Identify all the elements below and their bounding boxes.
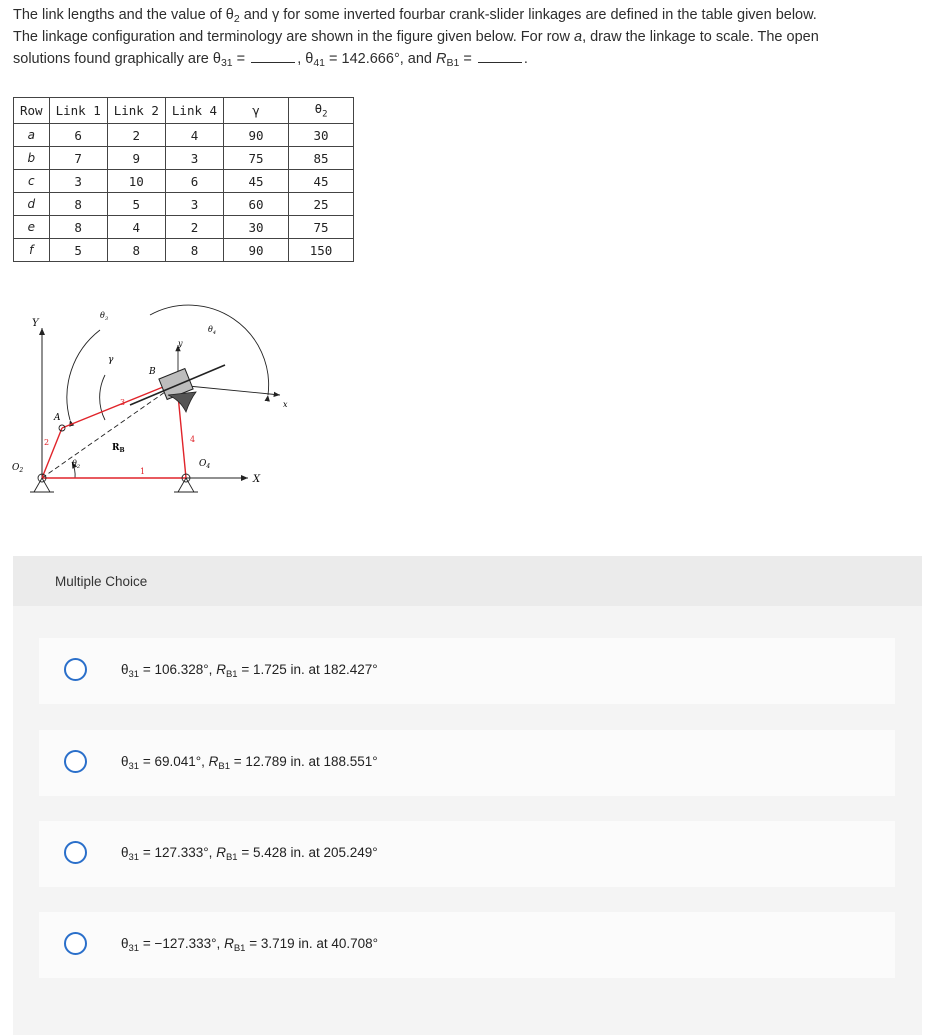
y-axis-label: Y bbox=[32, 318, 39, 329]
answer-blank-theta31 bbox=[251, 52, 295, 63]
table-cell: 85 bbox=[289, 147, 354, 170]
choice-label: $\theta_{31} = 127.333^\circ$, $R_{B1} = 5.428$ in. at 205.249° bbox=[121, 845, 378, 863]
table-cell: 3 bbox=[165, 193, 223, 216]
table-cell: 75 bbox=[289, 216, 354, 239]
multiple-choice-panel bbox=[13, 556, 922, 1035]
table-cell: 8 bbox=[49, 216, 107, 239]
link-3 bbox=[62, 385, 168, 428]
label-gamma: γ bbox=[108, 355, 114, 365]
label-rb: $R_B$ bbox=[112, 443, 125, 454]
table-row bbox=[14, 124, 354, 147]
table-cell: 90 bbox=[224, 124, 289, 147]
table-cell: 5 bbox=[107, 193, 165, 216]
label-theta3: $\theta_3$ bbox=[100, 311, 109, 322]
choice-label: $\theta_{31} = -127.333^\circ$, $R_{B1} = 3.719$ in. at 40.708° bbox=[121, 936, 379, 954]
choice-label: $\theta_{31} = 69.041^\circ$, $R_{B1} = 12.789$ in. at 188.551° bbox=[121, 754, 378, 772]
table-cell: 2 bbox=[107, 124, 165, 147]
label-o4: $O_4$ bbox=[199, 459, 211, 470]
table-cell: 75 bbox=[224, 147, 289, 170]
choice-option-4[interactable] bbox=[39, 912, 895, 978]
col-header-link2: Link 2 bbox=[107, 98, 165, 124]
label-theta4: $\theta_4$ bbox=[208, 325, 217, 336]
table-cell: 2 bbox=[165, 216, 223, 239]
local-axes bbox=[178, 345, 280, 395]
table-cell: 8 bbox=[107, 239, 165, 262]
links bbox=[42, 385, 186, 478]
table-row bbox=[14, 170, 354, 193]
radio-button[interactable] bbox=[64, 658, 87, 681]
table-row bbox=[14, 147, 354, 170]
label-theta2: $\theta_2$ bbox=[72, 459, 81, 470]
table-cell: 45 bbox=[289, 170, 354, 193]
table-header-row bbox=[14, 98, 354, 124]
table-cell: 4 bbox=[107, 216, 165, 239]
x-axis-label: X bbox=[253, 474, 261, 485]
question-line-1: The link lengths and the value of $\theta_2$ and γ for some inverted fourbar crank-slider linkages are defined in the table given below. bbox=[13, 7, 817, 25]
table-cell: 45 bbox=[224, 170, 289, 193]
radio-button[interactable] bbox=[64, 750, 87, 773]
table-cell: 150 bbox=[289, 239, 354, 262]
table-cell: a bbox=[14, 124, 50, 147]
table-cell: 30 bbox=[224, 216, 289, 239]
table-row bbox=[14, 239, 354, 262]
col-header-link4: Link 4 bbox=[165, 98, 223, 124]
label-a: A bbox=[54, 413, 61, 423]
label-link-2: 2 bbox=[44, 438, 50, 447]
col-header-theta2: $\theta_2$ bbox=[289, 98, 354, 124]
table-cell: 4 bbox=[165, 124, 223, 147]
question-line-3: solutions found graphically are $\theta_{31}$ = , $\theta_{41} = 142.666^\circ$, and $R_{B1}$ = . bbox=[13, 51, 528, 69]
col-header-link1: Link 1 bbox=[49, 98, 107, 124]
question-text bbox=[13, 4, 933, 70]
choice-option-1[interactable] bbox=[39, 638, 895, 704]
table-cell: 9 bbox=[107, 147, 165, 170]
table-cell: 60 bbox=[224, 193, 289, 216]
table-cell: 6 bbox=[165, 170, 223, 193]
multiple-choice-header bbox=[13, 556, 922, 606]
table-cell: 5 bbox=[49, 239, 107, 262]
table-cell: d bbox=[14, 193, 50, 216]
table-cell: 10 bbox=[107, 170, 165, 193]
table-cell: 3 bbox=[49, 170, 107, 193]
col-header-row: Row bbox=[14, 98, 50, 124]
table-cell: f bbox=[14, 239, 50, 262]
label-o2: $O_2$ bbox=[12, 463, 24, 474]
choice-option-2[interactable] bbox=[39, 730, 895, 796]
table-cell: b bbox=[14, 147, 50, 170]
label-link-3: 3 bbox=[120, 398, 126, 407]
answer-blank-rb1 bbox=[478, 52, 522, 63]
table-cell: 3 bbox=[165, 147, 223, 170]
vector-rb bbox=[42, 385, 175, 478]
table-cell: 25 bbox=[289, 193, 354, 216]
choice-label: $\theta_{31} = 106.328^\circ$, $R_{B1} = 1.725$ in. at 182.427° bbox=[121, 662, 378, 680]
label-link-4: 4 bbox=[190, 435, 196, 444]
table-cell: 30 bbox=[289, 124, 354, 147]
table-cell: 90 bbox=[224, 239, 289, 262]
col-header-gamma: γ bbox=[224, 98, 289, 124]
linkage-diagram bbox=[0, 300, 320, 500]
label-link-1: 1 bbox=[140, 467, 146, 476]
table-row bbox=[14, 193, 354, 216]
label-local-y: y bbox=[178, 339, 183, 348]
label-local-x: x bbox=[283, 400, 288, 409]
question-line-2: The linkage configuration and terminology are shown in the figure given below. For row a, draw the linkage to scale. The open bbox=[13, 29, 819, 45]
global-axes bbox=[42, 328, 248, 478]
table-cell: 7 bbox=[49, 147, 107, 170]
table-row bbox=[14, 216, 354, 239]
radio-button[interactable] bbox=[64, 932, 87, 955]
label-b: B bbox=[149, 367, 156, 377]
linkage-data-table bbox=[13, 97, 354, 262]
table-cell: 8 bbox=[49, 193, 107, 216]
table-cell: e bbox=[14, 216, 50, 239]
multiple-choice-title: Multiple Choice bbox=[55, 574, 148, 589]
table-cell: 6 bbox=[49, 124, 107, 147]
ground-pivots bbox=[30, 425, 198, 492]
table-cell: c bbox=[14, 170, 50, 193]
choice-option-3[interactable] bbox=[39, 821, 895, 887]
radio-button[interactable] bbox=[64, 841, 87, 864]
table-cell: 8 bbox=[165, 239, 223, 262]
